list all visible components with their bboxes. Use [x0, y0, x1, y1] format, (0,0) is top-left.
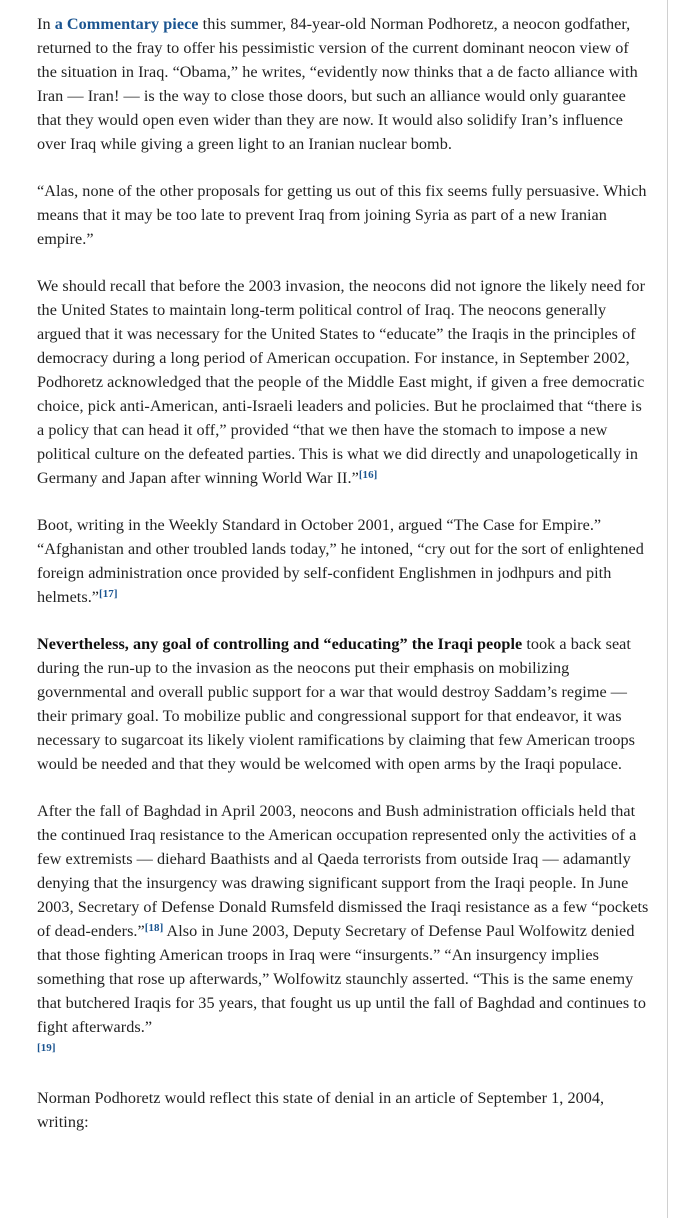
- p3-text: We should recall that before the 2003 invasion, the neocons did not ignore the likely need for the United States to maintain long-term political control of Iraq. The neocons generally argued that it was necessary for the United States to “educate” the Iraqis in the principles of democracy during a long period of American occupation. For instance, in September 2002, Podhoretz acknowledged that the people of the Middle East might, if given a free democratic choice, pick anti-American, anti-Israeli leaders and policies. But he proclaimed that “there is a policy that can head it off,” provided “that we then have the stomach to impose a new political culture on the defeated parties. This is what we did directly and unapologetically in Germany and Japan after winning World War II.”: [37, 277, 646, 487]
- paragraph-neocons-recall: [37, 274, 651, 490]
- footnote-ref-19: [37, 1042, 56, 1054]
- footnote-link-18[interactable]: [18]: [144, 922, 164, 934]
- footnote-ref-17: [99, 588, 118, 600]
- p1-prefix: In: [37, 15, 55, 33]
- p6-text-a: After the fall of Baghdad in April 2003, neocons and Bush administration officials held that the continued Iraq resistance to the American occupation represented only the activities of a few extremists — diehard Baathists and al Qaeda terrorists from outside Iraq — adamantly denying that the insurgency was drawing significant support from the Iraqi people. In June 2003, Secretary of Defense Donald Rumsfeld dismissed the Iraqi resistance as a few “pockets of dead-enders.”: [37, 802, 649, 940]
- footnote-link-16[interactable]: [16]: [358, 469, 378, 481]
- paragraph-fall-of-baghdad: [37, 799, 651, 1063]
- paragraph-nevertheless: [37, 632, 651, 776]
- page-right-margin: [669, 0, 680, 1218]
- paragraph-commentary-intro: [37, 12, 651, 156]
- p2-text: “Alas, none of the other proposals for getting us out of this fix seems fully persuasive. Which means that it may be too late to prevent Iraq from joining Syria as part of a new Iranian empire.”: [37, 182, 647, 248]
- p7-text: Norman Podhoretz would reflect this state of denial in an article of September 1, 2004, writing:: [37, 1089, 605, 1131]
- p6-text-b: Also in June 2003, Deputy Secretary of Defense Paul Wolfowitz denied that those fighting American troops in Iraq were “insurgents.” “An insurgency implies something that rose up afterwards,” Wolfowitz staunchly asserted. “This is the same enemy that butchered Iraqis for 35 years, that fought us up until the fall of Baghdad and continues to fight afterwards.”: [37, 922, 646, 1036]
- footnote-link-19[interactable]: [19]: [37, 1042, 56, 1054]
- commentary-piece-link[interactable]: a Commentary piece: [54, 15, 199, 33]
- footnote-ref-16: [359, 469, 378, 481]
- paragraph-podhoretz-denial: [37, 1086, 651, 1134]
- paragraph-alas-quote: [37, 179, 651, 251]
- paragraph-boot-empire: [37, 513, 651, 609]
- p4-text: Boot, writing in the Weekly Standard in October 2001, argued “The Case for Empire.” “Afghanistan and other troubled lands today,” he intoned, “cry out for the sort of enlightened foreign administration once provided by self-confident Englishmen in jodhpurs and pith helmets.”: [37, 516, 644, 606]
- footnote-ref-18: [145, 922, 164, 934]
- footnote-link-17[interactable]: [17]: [99, 588, 118, 600]
- p5-text: took a back seat during the run-up to the invasion as the neocons put their emphasis on mobilizing governmental and overall public support for a war that would destroy Saddam’s regime — their primary goal. To mobilize public and congressional support for that endeavor, it was necessary to sugarcoat its likely violent ramifications by claiming that few American troops would be needed and that they would be welcomed with open arms by the Iraqi populace.: [37, 635, 635, 773]
- p1-text: this summer, 84-year-old Norman Podhoretz, a neocon godfather, returned to the fray to offer his pessimistic version of the current dominant neocon view of the situation in Iraq. “Obama,” he writes, “evidently now thinks that a de facto alliance with Iran — Iran! — is the way to close those doors, but such an alliance would only guarantee that they would open even wider than they are now. It would also solidify Iran’s influence over Iraq while giving a green light to an Iranian nuclear bomb.: [37, 15, 638, 153]
- p5-bold-lead: Nevertheless, any goal of controlling and “educating” the Iraqi people: [37, 635, 523, 653]
